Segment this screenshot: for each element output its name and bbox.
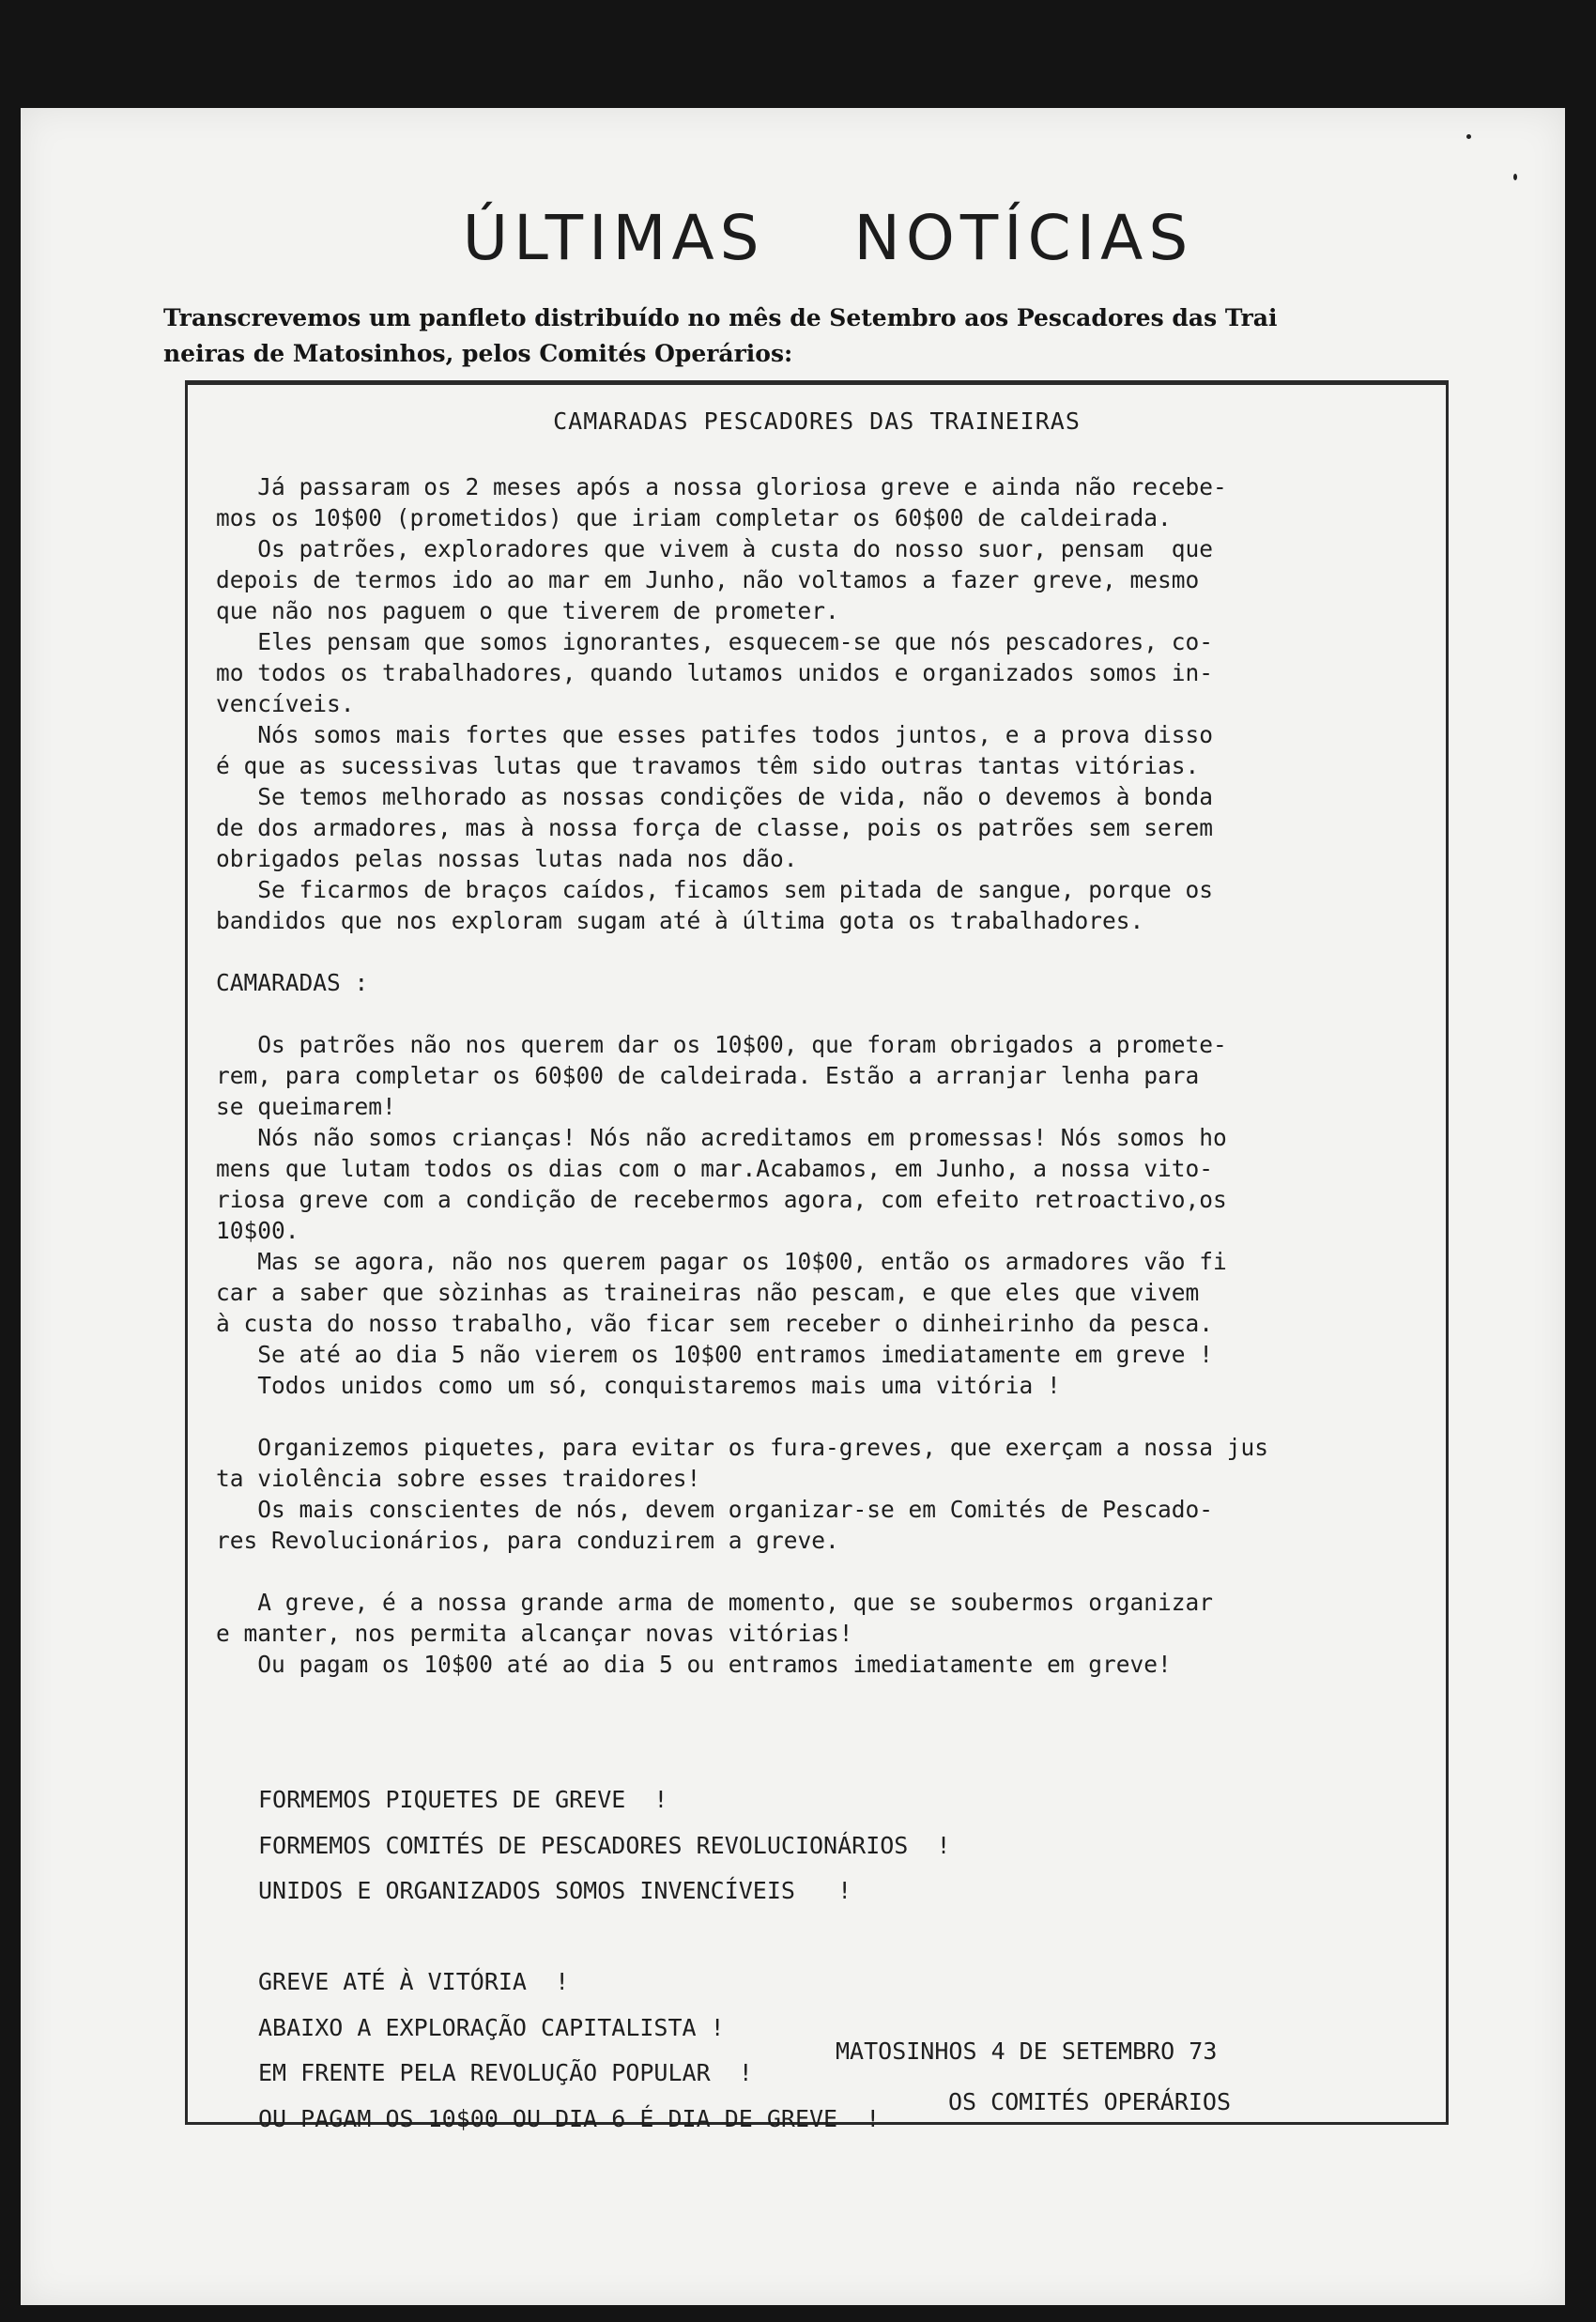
place-date: MATOSINHOS 4 DE SETEMBRO 73 (836, 2038, 1218, 2065)
pamphlet-line: riosa greve com a condição de recebermos agora, com efeito retroactivo,os (216, 1186, 1227, 1213)
document-page (21, 108, 1565, 2305)
intro-paragraph (163, 300, 1515, 372)
pamphlet-line: car a saber que sòzinhas as traineiras não pescam, e que eles que vivem (216, 1279, 1200, 1306)
slogan-line: FORMEMOS PIQUETES DE GREVE ! (258, 1786, 668, 1813)
pamphlet-line (216, 1556, 1427, 1587)
pamphlet-line: Todos unidos como um só, conquistaremos mais uma vitória ! (216, 1372, 1061, 1399)
pamphlet-line: Já passaram os 2 meses após a nossa gloriosa greve e ainda não recebe- (216, 473, 1227, 500)
pamphlet-line: Organizemos piquetes, para evitar os fura-greves, que exerçam a nossa jus (216, 1434, 1269, 1461)
title-word: NOTÍCIAS (853, 202, 1194, 274)
signature: OS COMITÉS OPERÁRIOS (948, 2088, 1232, 2115)
pamphlet-line: A greve, é a nossa grande arma de momento, que se soubermos organizar (216, 1589, 1214, 1616)
pamphlet-line: 10$00. (216, 1217, 299, 1244)
pamphlet-line: Nós não somos crianças! Nós não acreditamos em promessas! Nós somos ho (216, 1124, 1227, 1151)
slogan-line: EM FRENTE PELA REVOLUÇÃO POPULAR ! (258, 2059, 753, 2086)
slogan-line: OU PAGAM OS 10$00 OU DIA 6 É DIA DE GREVE ! (258, 2104, 881, 2132)
pamphlet-line: mo todos os trabalhadores, quando lutamos unidos e organizados somos in- (216, 659, 1214, 686)
pamphlet-box (185, 380, 1449, 2132)
pamphlet-line: Os mais conscientes de nós, devem organizar-se em Comités de Pescado- (216, 1496, 1214, 1523)
pamphlet-line: CAMARADAS : (216, 969, 369, 996)
pamphlet-line: vencíveis. (216, 690, 355, 717)
pamphlet-line: bandidos que nos exploram sugam até à última gota os trabalhadores. (216, 907, 1144, 934)
pamphlet-line: Se até ao dia 5 não vierem os 10$00 entramos imediatamente em greve ! (216, 1341, 1214, 1368)
pamphlet-line: à custa do nosso trabalho, vão ficar sem receber o dinheirinho da pesca. (216, 1310, 1214, 1337)
title-word: ÚLTIMAS (462, 202, 765, 274)
slogan-line (258, 1921, 1385, 1967)
slogan-line: FORMEMOS COMITÉS DE PESCADORES REVOLUCIONÁRIOS ! (258, 1831, 951, 1859)
pamphlet-line: Mas se agora, não nos querem pagar os 10$00, então os armadores vão fi (216, 1248, 1227, 1275)
pamphlet-line: ta violência sobre esses traidores! (216, 1465, 701, 1492)
pamphlet-line: mos os 10$00 (prometidos) que iriam completar os 60$00 de caldeirada. (216, 504, 1172, 531)
pamphlet-line: se queimarem! (216, 1093, 396, 1120)
pamphlet-line (216, 1401, 1427, 1432)
pamphlet-line (216, 936, 1427, 967)
intro-line: Transcrevemos um panfleto distribuído no mês de Setembro aos Pescadores das Trai (163, 304, 1278, 331)
page-title (171, 202, 1485, 274)
pamphlet (188, 385, 1446, 2132)
pamphlet-line: mens que lutam todos os dias com o mar.Acabamos, em Junho, a nossa vito- (216, 1155, 1214, 1182)
pamphlet-line: Os patrões não nos querem dar os 10$00, que foram obrigados a promete- (216, 1031, 1227, 1058)
slogan-line: UNIDOS E ORGANIZADOS SOMOS INVENCÍVEIS ! (258, 1877, 852, 1904)
pamphlet-line: Se temos melhorado as nossas condições de vida, não o devemos à bonda (216, 783, 1214, 810)
pamphlet-line: Nós somos mais fortes que esses patifes todos juntos, e a prova disso (216, 721, 1214, 748)
pamphlet-line: que não nos paguem o que tiverem de prometer. (216, 597, 839, 624)
pamphlet-line: Eles pensam que somos ignorantes, esquecem-se que nós pescadores, co- (216, 628, 1214, 655)
pamphlet-line: obrigados pelas nossas lutas nada nos dão. (216, 845, 798, 872)
pamphlet-line: é que as sucessivas lutas que travamos têm sido outras tantas vitórias. (216, 752, 1200, 779)
pamphlet-line: depois de termos ido ao mar em Junho, não voltamos a fazer greve, mesmo (216, 566, 1200, 593)
pamphlet-line: res Revolucionários, para conduzirem a greve. (216, 1527, 839, 1554)
pamphlet-line: de dos armadores, mas à nossa força de classe, pois os patrões sem serem (216, 814, 1214, 841)
pamphlet-line: Se ficarmos de braços caídos, ficamos sem pitada de sangue, porque os (216, 876, 1214, 903)
pamphlet-line (216, 998, 1427, 1029)
pamphlet-body (216, 471, 1427, 1680)
pamphlet-heading: CAMARADAS PESCADORES DAS TRAINEIRAS (553, 408, 1081, 435)
intro-line: neiras de Matosinhos, pelos Comités Operários: (163, 340, 793, 367)
pamphlet-line: Os patrões, exploradores que vivem à custa do nosso suor, pensam que (216, 535, 1214, 562)
pamphlet-line: e manter, nos permita alcançar novas vitórias! (216, 1620, 853, 1647)
slogan-line: GREVE ATÉ À VITÓRIA ! (258, 1968, 570, 1995)
pamphlet-line: Ou pagam os 10$00 até ao dia 5 ou entramos imediatamente em greve! (216, 1651, 1172, 1678)
speck-mark (1466, 134, 1471, 139)
speck-mark (1513, 174, 1517, 180)
pamphlet-line: rem, para completar os 60$00 de caldeirada. Estão a arranjar lenha para (216, 1062, 1200, 1089)
slogan-line: ABAIXO A EXPLORAÇÃO CAPITALISTA ! (258, 2013, 725, 2041)
